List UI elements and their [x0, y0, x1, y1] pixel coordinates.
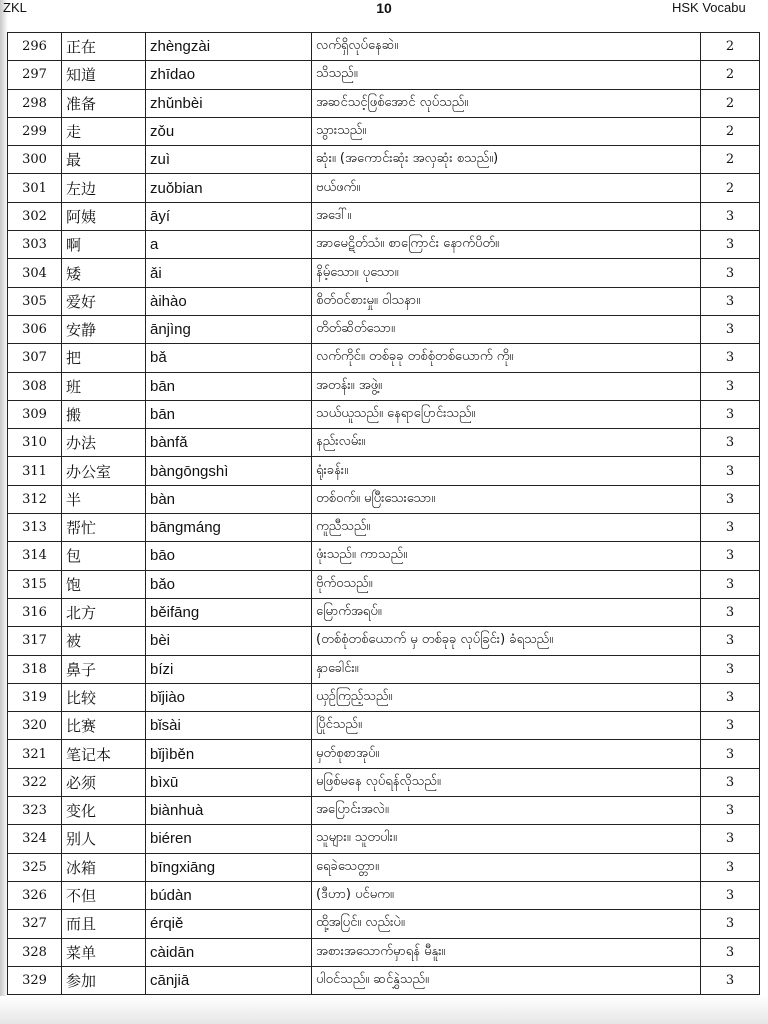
- chinese-word: 爱好: [62, 287, 146, 315]
- chinese-word: 安静: [62, 315, 146, 343]
- table-row: [8, 938, 760, 966]
- table-row: [8, 344, 760, 372]
- chinese-word: 冰箱: [62, 853, 146, 881]
- burmese-meaning: (တစ်စုံတစ်ယောက် မှ တစ်ခုခု လုပ်ခြင်း) ခံရသည်။: [312, 627, 701, 655]
- entry-number: 308: [8, 372, 62, 400]
- table-row: [8, 853, 760, 881]
- entry-number: 299: [8, 117, 62, 145]
- chinese-word: 包: [62, 542, 146, 570]
- entry-number: 298: [8, 89, 62, 117]
- table-row: [8, 570, 760, 598]
- chinese-word: 帮忙: [62, 514, 146, 542]
- pinyin: āyí: [146, 202, 312, 230]
- entry-number: 305: [8, 287, 62, 315]
- hsk-level: 3: [701, 457, 760, 485]
- entry-number: 301: [8, 174, 62, 202]
- chinese-word: 左边: [62, 174, 146, 202]
- pinyin: bǎo: [146, 570, 312, 598]
- hsk-level: 2: [701, 174, 760, 202]
- burmese-meaning: တိတ်ဆိတ်သော။: [312, 315, 701, 343]
- hsk-level: 3: [701, 344, 760, 372]
- burmese-meaning: ဆုံး။ (အကောင်းဆုံး အလှဆုံး စသည်။): [312, 146, 701, 174]
- chinese-word: 北方: [62, 598, 146, 626]
- entry-number: 307: [8, 344, 62, 372]
- table-row: [8, 910, 760, 938]
- pinyin: a: [146, 231, 312, 259]
- hsk-level: 3: [701, 712, 760, 740]
- burmese-meaning: နည်းလမ်း။: [312, 429, 701, 457]
- page-number: 10: [376, 0, 392, 16]
- hsk-level: 3: [701, 570, 760, 598]
- burmese-meaning: အစားအသောက်မှာရန် မီနူး။: [312, 938, 701, 966]
- chinese-word: 办法: [62, 429, 146, 457]
- pinyin: ānjìng: [146, 315, 312, 343]
- entry-number: 327: [8, 910, 62, 938]
- table-row: [8, 231, 760, 259]
- pinyin: àihào: [146, 287, 312, 315]
- entry-number: 325: [8, 853, 62, 881]
- table-row: [8, 881, 760, 909]
- chinese-word: 必须: [62, 768, 146, 796]
- chinese-word: 菜单: [62, 938, 146, 966]
- entry-number: 316: [8, 598, 62, 626]
- entry-number: 326: [8, 881, 62, 909]
- burmese-meaning: ယှဉ်ကြည့်သည်။: [312, 683, 701, 711]
- burmese-meaning: ဗိုက်ဝသည်။: [312, 570, 701, 598]
- pinyin: bān: [146, 400, 312, 428]
- chinese-word: 把: [62, 344, 146, 372]
- entry-number: 317: [8, 627, 62, 655]
- chinese-word: 别人: [62, 825, 146, 853]
- chinese-word: 饱: [62, 570, 146, 598]
- chinese-word: 正在: [62, 33, 146, 61]
- burmese-meaning: ရေခဲသေတ္တာ။: [312, 853, 701, 881]
- entry-number: 296: [8, 33, 62, 61]
- pinyin: ǎi: [146, 259, 312, 287]
- burmese-meaning: ဗယ်ဖက်။: [312, 174, 701, 202]
- chinese-word: 而且: [62, 910, 146, 938]
- table-row: [8, 825, 760, 853]
- hsk-level: 3: [701, 315, 760, 343]
- hsk-level: 3: [701, 485, 760, 513]
- entry-number: 313: [8, 514, 62, 542]
- pinyin: bān: [146, 372, 312, 400]
- pinyin: zuì: [146, 146, 312, 174]
- burmese-meaning: အပြောင်းအလဲ။: [312, 797, 701, 825]
- hsk-level: 3: [701, 202, 760, 230]
- pinyin: cānjiā: [146, 966, 312, 994]
- header-right-text: HSK Vocabu: [672, 0, 746, 15]
- burmese-meaning: မှတ်စုစာအုပ်။: [312, 740, 701, 768]
- hsk-level: 3: [701, 514, 760, 542]
- hsk-level: 3: [701, 400, 760, 428]
- hsk-level: 3: [701, 881, 760, 909]
- entry-number: 312: [8, 485, 62, 513]
- hsk-level: 3: [701, 259, 760, 287]
- entry-number: 319: [8, 683, 62, 711]
- entry-number: 321: [8, 740, 62, 768]
- hsk-level: 3: [701, 287, 760, 315]
- pinyin: bànfǎ: [146, 429, 312, 457]
- table-row: [8, 683, 760, 711]
- pinyin: bèi: [146, 627, 312, 655]
- hsk-level: 3: [701, 598, 760, 626]
- hsk-level: 3: [701, 825, 760, 853]
- chinese-word: 不但: [62, 881, 146, 909]
- table-row: [8, 514, 760, 542]
- burmese-meaning: သယ်ယူသည်။ နေရာပြောင်းသည်။: [312, 400, 701, 428]
- pinyin: bāo: [146, 542, 312, 570]
- chinese-word: 变化: [62, 797, 146, 825]
- chinese-word: 搬: [62, 400, 146, 428]
- hsk-level: 3: [701, 966, 760, 994]
- table-row: [8, 768, 760, 796]
- hsk-level: 3: [701, 542, 760, 570]
- pinyin: càidān: [146, 938, 312, 966]
- entry-number: 328: [8, 938, 62, 966]
- hsk-level: 2: [701, 89, 760, 117]
- entry-number: 315: [8, 570, 62, 598]
- entry-number: 324: [8, 825, 62, 853]
- entry-number: 310: [8, 429, 62, 457]
- chinese-word: 被: [62, 627, 146, 655]
- hsk-level: 3: [701, 740, 760, 768]
- hsk-level: 2: [701, 33, 760, 61]
- table-row: [8, 542, 760, 570]
- page-header: [0, 0, 768, 22]
- burmese-meaning: (ဒီဟာ) ပင်မက။: [312, 881, 701, 909]
- table-row: [8, 485, 760, 513]
- entry-number: 302: [8, 202, 62, 230]
- entry-number: 329: [8, 966, 62, 994]
- table-row: [8, 202, 760, 230]
- burmese-meaning: သူများ။ သူတပါး။: [312, 825, 701, 853]
- table-row: [8, 429, 760, 457]
- table-row: [8, 33, 760, 61]
- burmese-meaning: အာမေဋိတ်သံ။ စာကြောင်း နောက်ပိတ်။: [312, 231, 701, 259]
- table-row: [8, 712, 760, 740]
- vocabulary-table-body: [8, 33, 760, 995]
- burmese-meaning: ဖုံးသည်။ ကာသည်။: [312, 542, 701, 570]
- burmese-meaning: မြောက်အရပ်။: [312, 598, 701, 626]
- burmese-meaning: ရုံးခန်း။: [312, 457, 701, 485]
- pinyin: érqiě: [146, 910, 312, 938]
- table-row: [8, 287, 760, 315]
- table-row: [8, 627, 760, 655]
- burmese-meaning: ကူညီသည်။: [312, 514, 701, 542]
- chinese-word: 班: [62, 372, 146, 400]
- hsk-level: 3: [701, 627, 760, 655]
- burmese-meaning: လက်ရှိလုပ်နေဆဲ။: [312, 33, 701, 61]
- table-row: [8, 315, 760, 343]
- chinese-word: 知道: [62, 61, 146, 89]
- pinyin: bǐjìběn: [146, 740, 312, 768]
- pinyin: bàn: [146, 485, 312, 513]
- pinyin: bǎ: [146, 344, 312, 372]
- hsk-level: 3: [701, 655, 760, 683]
- table-row: [8, 146, 760, 174]
- burmese-meaning: အဆင်သင့်ဖြစ်အောင် လုပ်သည်။: [312, 89, 701, 117]
- pinyin: zhīdao: [146, 61, 312, 89]
- burmese-meaning: အတန်း။ အဖွဲ့။: [312, 372, 701, 400]
- entry-number: 300: [8, 146, 62, 174]
- entry-number: 309: [8, 400, 62, 428]
- chinese-word: 准备: [62, 89, 146, 117]
- pinyin: zuǒbian: [146, 174, 312, 202]
- entry-number: 311: [8, 457, 62, 485]
- table-row: [8, 174, 760, 202]
- burmese-meaning: သိသည်။: [312, 61, 701, 89]
- pinyin: biéren: [146, 825, 312, 853]
- chinese-word: 啊: [62, 231, 146, 259]
- hsk-level: 3: [701, 372, 760, 400]
- burmese-meaning: စိတ်ဝင်စားမှု။ ဝါသနာ။: [312, 287, 701, 315]
- hsk-level: 3: [701, 938, 760, 966]
- entry-number: 297: [8, 61, 62, 89]
- entry-number: 318: [8, 655, 62, 683]
- entry-number: 323: [8, 797, 62, 825]
- chinese-word: 阿姨: [62, 202, 146, 230]
- hsk-level: 3: [701, 853, 760, 881]
- pinyin: zǒu: [146, 117, 312, 145]
- entry-number: 304: [8, 259, 62, 287]
- chinese-word: 走: [62, 117, 146, 145]
- pinyin: bìxū: [146, 768, 312, 796]
- hsk-level: 2: [701, 61, 760, 89]
- pinyin: bāngmáng: [146, 514, 312, 542]
- hsk-level: 3: [701, 429, 760, 457]
- pinyin: bīngxiāng: [146, 853, 312, 881]
- table-row: [8, 259, 760, 287]
- chinese-word: 参加: [62, 966, 146, 994]
- chinese-word: 矮: [62, 259, 146, 287]
- chinese-word: 笔记本: [62, 740, 146, 768]
- table-row: [8, 740, 760, 768]
- table-row: [8, 966, 760, 994]
- burmese-meaning: နိမ့်သော။ ပုသော။: [312, 259, 701, 287]
- chinese-word: 比赛: [62, 712, 146, 740]
- hsk-level: 2: [701, 146, 760, 174]
- header-left-text: ZKL: [3, 0, 27, 15]
- hsk-level: 2: [701, 117, 760, 145]
- chinese-word: 比较: [62, 683, 146, 711]
- hsk-level: 3: [701, 683, 760, 711]
- table-row: [8, 372, 760, 400]
- pinyin: zhèngzài: [146, 33, 312, 61]
- hsk-level: 3: [701, 768, 760, 796]
- table-row: [8, 598, 760, 626]
- pinyin: bǐjiào: [146, 683, 312, 711]
- chinese-word: 鼻子: [62, 655, 146, 683]
- table-row: [8, 400, 760, 428]
- burmese-meaning: လက်ကိုင်။ တစ်ခုခု တစ်စုံတစ်ယောက် ကို။: [312, 344, 701, 372]
- pinyin: bízi: [146, 655, 312, 683]
- burmese-meaning: အဒေါ်။: [312, 202, 701, 230]
- pinyin: biànhuà: [146, 797, 312, 825]
- chinese-word: 办公室: [62, 457, 146, 485]
- hsk-level: 3: [701, 797, 760, 825]
- page-bottom-shadow: [0, 996, 768, 1024]
- table-row: [8, 61, 760, 89]
- entry-number: 320: [8, 712, 62, 740]
- pinyin: bǐsài: [146, 712, 312, 740]
- entry-number: 314: [8, 542, 62, 570]
- table-row: [8, 89, 760, 117]
- burmese-meaning: တစ်ဝက်။ မပြီးသေးသော။: [312, 485, 701, 513]
- entry-number: 303: [8, 231, 62, 259]
- burmese-meaning: မဖြစ်မနေ လုပ်ရန်လိုသည်။: [312, 768, 701, 796]
- hsk-level: 3: [701, 231, 760, 259]
- burmese-meaning: ပါဝင်သည်။ ဆင်နွှဲသည်။: [312, 966, 701, 994]
- pinyin: búdàn: [146, 881, 312, 909]
- vocabulary-table: [7, 32, 760, 995]
- pinyin: bàngōngshì: [146, 457, 312, 485]
- burmese-meaning: နှာခေါင်း။: [312, 655, 701, 683]
- chinese-word: 最: [62, 146, 146, 174]
- entry-number: 306: [8, 315, 62, 343]
- pinyin: zhǔnbèi: [146, 89, 312, 117]
- hsk-level: 3: [701, 910, 760, 938]
- chinese-word: 半: [62, 485, 146, 513]
- table-row: [8, 655, 760, 683]
- pinyin: běifāng: [146, 598, 312, 626]
- table-row: [8, 797, 760, 825]
- entry-number: 322: [8, 768, 62, 796]
- table-row: [8, 457, 760, 485]
- burmese-meaning: ထို့အပြင်။ လည်းပဲ။: [312, 910, 701, 938]
- burmese-meaning: သွားသည်။: [312, 117, 701, 145]
- burmese-meaning: ပြိုင်သည်။: [312, 712, 701, 740]
- table-row: [8, 117, 760, 145]
